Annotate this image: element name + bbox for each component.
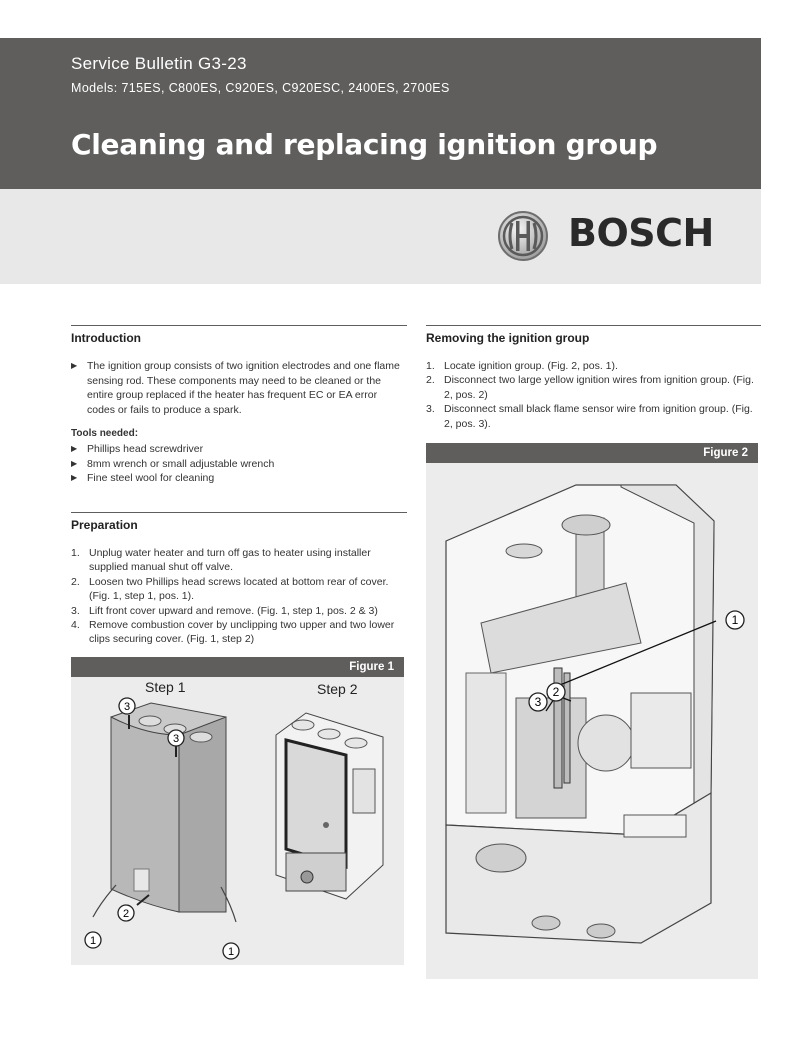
tool-item: ▶ Fine steel wool for cleaning [71, 471, 407, 486]
figure2-illustration [426, 463, 758, 979]
figure2-label-bar: Figure 2 [426, 443, 758, 463]
svg-text:3: 3 [172, 733, 180, 745]
removing-steps [426, 359, 761, 431]
svg-text:1: 1 [731, 613, 739, 627]
bosch-armature-logo-icon [497, 210, 549, 262]
list-item: 3. Lift front cover upward and remove. (Fig. 1, step 1, pos. 2 & 3) [71, 604, 378, 617]
page-title: Cleaning and replacing ignition group [71, 128, 658, 161]
list-item: 2. Disconnect two large yellow ignition wires from ignition group. (Fig. 2, pos. 2) [426, 374, 754, 401]
list-item: 4. Remove combustion cover by unclipping two upper and two lower clips securing cover. (Fig. 1, step 2) [71, 619, 395, 646]
brand-name: BOSCH [568, 211, 714, 255]
introduction-text: ▶ The ignition group consists of two ignition electrodes and one flame sensing rod. These components may need to be cleaned or the entire group replaced if the heater has frequent EC or EA error codes or fails to produce a spark. [71, 359, 407, 417]
figure1-step2-label: Step 2 [317, 681, 358, 697]
svg-text:2: 2 [552, 685, 560, 699]
models-line: Models: 715ES, C800ES, C920ES, C920ESC, 2400ES, 2700ES [71, 81, 450, 95]
preparation-steps [71, 546, 407, 647]
list-item: 3. Disconnect small black flame sensor wire from ignition group. (Fig. 2, pos. 3). [426, 403, 753, 430]
figure1-callout-3a [117, 696, 137, 716]
svg-text:1: 1 [227, 946, 235, 958]
figure1-callout-1b [221, 941, 241, 961]
figure2-callout-2 [545, 681, 567, 703]
introduction-body [71, 359, 407, 486]
introduction-heading: Introduction [71, 325, 407, 345]
list-item: 1. Unplug water heater and turn off gas to heater using installer supplied manual shut off valve. [71, 547, 371, 574]
tool-item: ▶ 8mm wrench or small adjustable wrench [71, 457, 407, 472]
heater-combustion-cover-drawing [276, 713, 383, 899]
heater-front-cover-drawing [93, 703, 236, 922]
svg-text:3: 3 [123, 701, 131, 713]
tool-item: ▶ Phillips head screwdriver [71, 442, 407, 457]
svg-text:3: 3 [534, 695, 542, 709]
figure1-callout-2 [116, 903, 136, 923]
header-banner [0, 38, 761, 189]
figure1-callout-3b [166, 728, 186, 748]
preparation-heading: Preparation [71, 512, 407, 532]
figure1-step1-label: Step 1 [145, 679, 186, 695]
figure1-label-bar: Figure 1 [71, 657, 404, 677]
figure1-callout-1a [83, 930, 103, 950]
svg-text:2: 2 [122, 908, 130, 920]
figure2-drawing [426, 463, 758, 979]
list-item: 2. Loosen two Phillips head screws located at bottom rear of cover. (Fig. 1, step 1, pos. 1). [71, 575, 389, 603]
heater-interior-drawing [446, 485, 716, 943]
figure1-illustration [71, 677, 404, 965]
bulletin-number: Service Bulletin G3-23 [71, 54, 247, 73]
svg-text:1: 1 [89, 935, 97, 947]
tools-label: Tools needed: [71, 428, 139, 440]
removing-heading: Removing the ignition group [426, 325, 761, 345]
brand-band [0, 189, 761, 284]
figure2-callout-1 [724, 609, 746, 631]
list-item: 1. Locate ignition group. (Fig. 2, pos. 1). [426, 360, 618, 372]
